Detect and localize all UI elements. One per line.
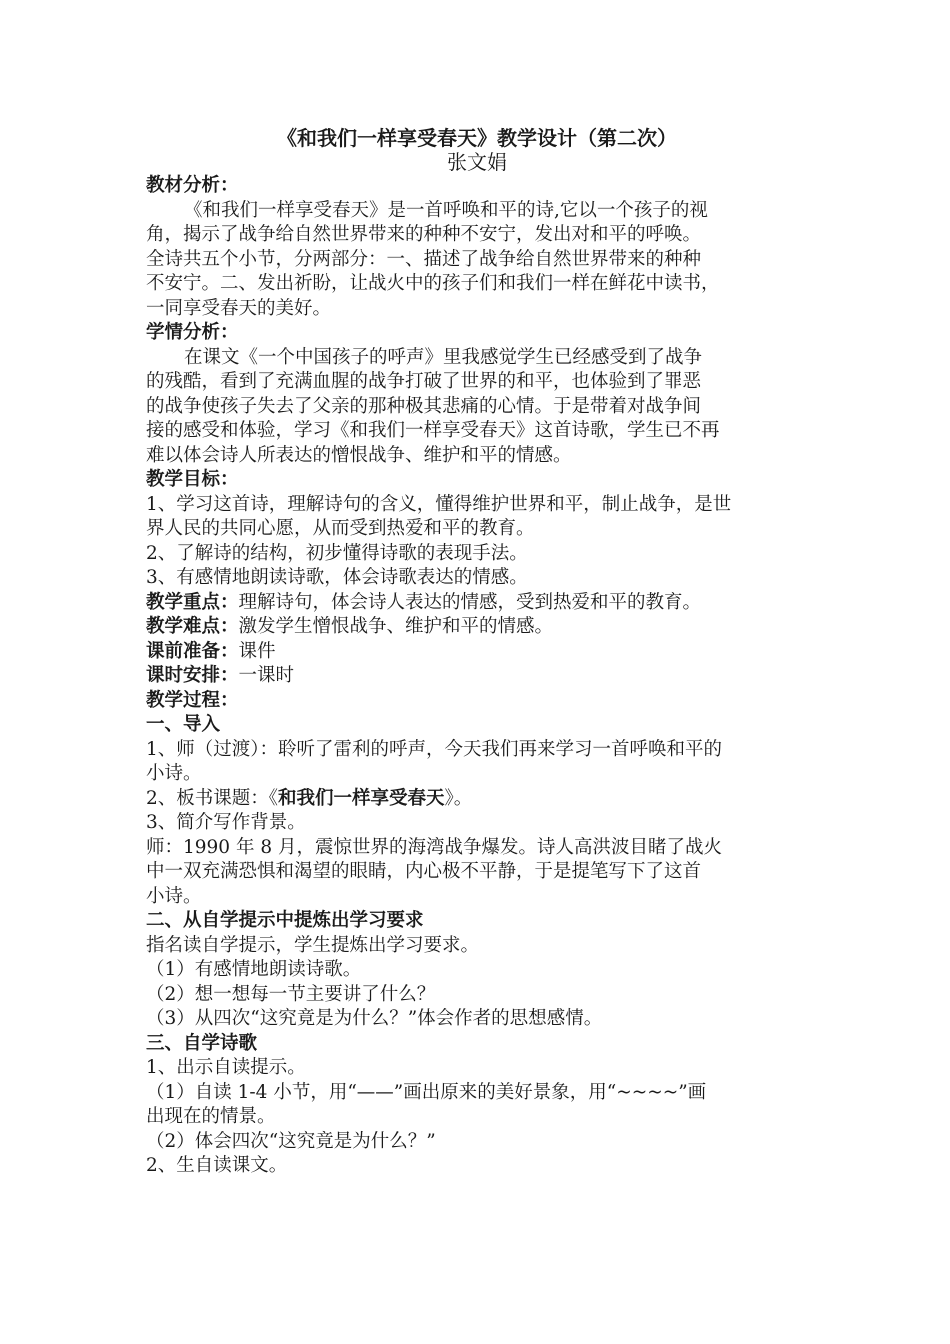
board-title-suffix: 》。 <box>444 787 473 809</box>
step-heading-self-study: 三、自学诗歌 <box>146 1032 258 1054</box>
board-title-line <box>146 787 808 812</box>
board-title-prefix: 2、板书课题：《 <box>146 787 279 809</box>
difficulty-line <box>146 615 808 640</box>
step-line: 指名读自学提示，学生提炼出学习要求。 <box>146 934 480 956</box>
board-title: 和我们一样享受春天 <box>278 787 445 809</box>
preparation-label: 课前准备： <box>146 640 239 662</box>
section-heading-goals: 教学目标： <box>146 469 239 490</box>
goal-line: 2、了解诗的结构，初步懂得诗歌的表现手法。 <box>146 542 528 564</box>
schedule-text: 一课时 <box>238 665 295 686</box>
goal-line: 3、有感情地朗读诗歌，体会诗歌表达的情感。 <box>146 567 528 588</box>
document-title: 《和我们一样享受春天》教学设计（第二次） <box>277 126 677 150</box>
step-line: （1）有感情地朗读诗歌。 <box>146 959 362 980</box>
step-line: （3）从四次“这究竟是为什么？”体会作者的思想感情。 <box>146 1008 603 1029</box>
paragraph-line: 的战争使孩子失去了父亲的那种极其悲痛的心情。于是带着对战争间 <box>146 395 702 417</box>
goal-line: 界人民的共同心愿，从而受到热爱和平的教育。 <box>146 518 535 539</box>
paragraph-line: 接的感受和体验，学习《和我们一样享受春天》这首诗歌，学生已不再 <box>146 420 720 441</box>
paragraph-line: 《和我们一样享受春天》是一首呼唤和平的诗,它以一个孩子的视 <box>184 199 708 221</box>
section-heading-process: 教学过程： <box>146 689 239 711</box>
difficulty-text: 激发学生憎恨战争、维护和平的情感。 <box>238 616 554 637</box>
section-heading-material: 教材分析： <box>146 175 239 196</box>
step-line: （1）自读 1-4 小节，用“——”画出原来的美好景象，用“~~~~”画 <box>146 1081 707 1103</box>
step-line: 3、简介写作背景。 <box>146 812 306 833</box>
step-line: 1、出示自读提示。 <box>146 1057 306 1078</box>
step-heading-intro: 一、导入 <box>146 714 221 735</box>
step-line: 2、生自读课文。 <box>146 1155 288 1176</box>
section-heading-learners: 学情分析： <box>146 322 239 343</box>
document-author: 张文娟 <box>447 150 507 174</box>
step-heading-requirements: 二、从自学提示中提炼出学习要求 <box>146 910 424 931</box>
step-line: 1、师（过渡）：聆听了雷利的呼声，今天我们再来学习一首呼唤和平的 <box>146 738 723 760</box>
paragraph-line: 全诗共五个小节，分两部分：一、描述了战争给自然世界带来的种种 <box>146 248 702 270</box>
paragraph-line: 在课文《一个中国孩子的呼声》里我感觉学生已经感受到了战争 <box>184 346 703 368</box>
difficulty-label: 教学难点： <box>146 616 239 637</box>
goal-line: 1、学习这首诗，理解诗句的含义，懂得维护世界和平，制止战争，是世 <box>146 493 732 515</box>
preparation-line <box>146 640 808 665</box>
schedule-line <box>146 664 808 689</box>
paragraph-line: 不安宁。二、发出祈盼，让战火中的孩子们和我们一样在鲜花中读书， <box>146 273 720 294</box>
step-line: 中一双充满恐惧和渴望的眼睛，内心极不平静，于是提笔写下了这首 <box>146 861 702 882</box>
paragraph-line: 的残酷，看到了充满血腥的战争打破了世界的和平，也体验到了罪恶 <box>146 371 702 392</box>
step-line: 师：1990 年 8 月，震惊世界的海湾战争爆发。诗人高洪波目睹了战火 <box>146 836 722 858</box>
step-line: （2）体会四次“这究竟是为什么？” <box>146 1130 436 1152</box>
document-page <box>146 126 808 1179</box>
step-line: 小诗。 <box>146 885 202 907</box>
paragraph-line: 角，揭示了战争给自然世界带来的种种不安宁，发出对和平的呼唤。 <box>146 224 702 245</box>
paragraph-line: 一同享受春天的美好。 <box>146 297 332 319</box>
schedule-label: 课时安排： <box>146 665 239 686</box>
step-line: 出现在的情景。 <box>146 1106 276 1127</box>
key-point-text: 理解诗句，体会诗人表达的情感，受到热爱和平的教育。 <box>238 591 702 613</box>
key-point-line <box>146 591 808 616</box>
step-line: （2）想一想每一节主要讲了什么？ <box>146 983 436 1005</box>
paragraph-line: 难以体会诗人所表达的憎恨战争、维护和平的情感。 <box>146 444 572 466</box>
key-point-label: 教学重点： <box>146 591 239 613</box>
step-line: 小诗。 <box>146 763 202 784</box>
preparation-text: 课件 <box>238 640 276 662</box>
